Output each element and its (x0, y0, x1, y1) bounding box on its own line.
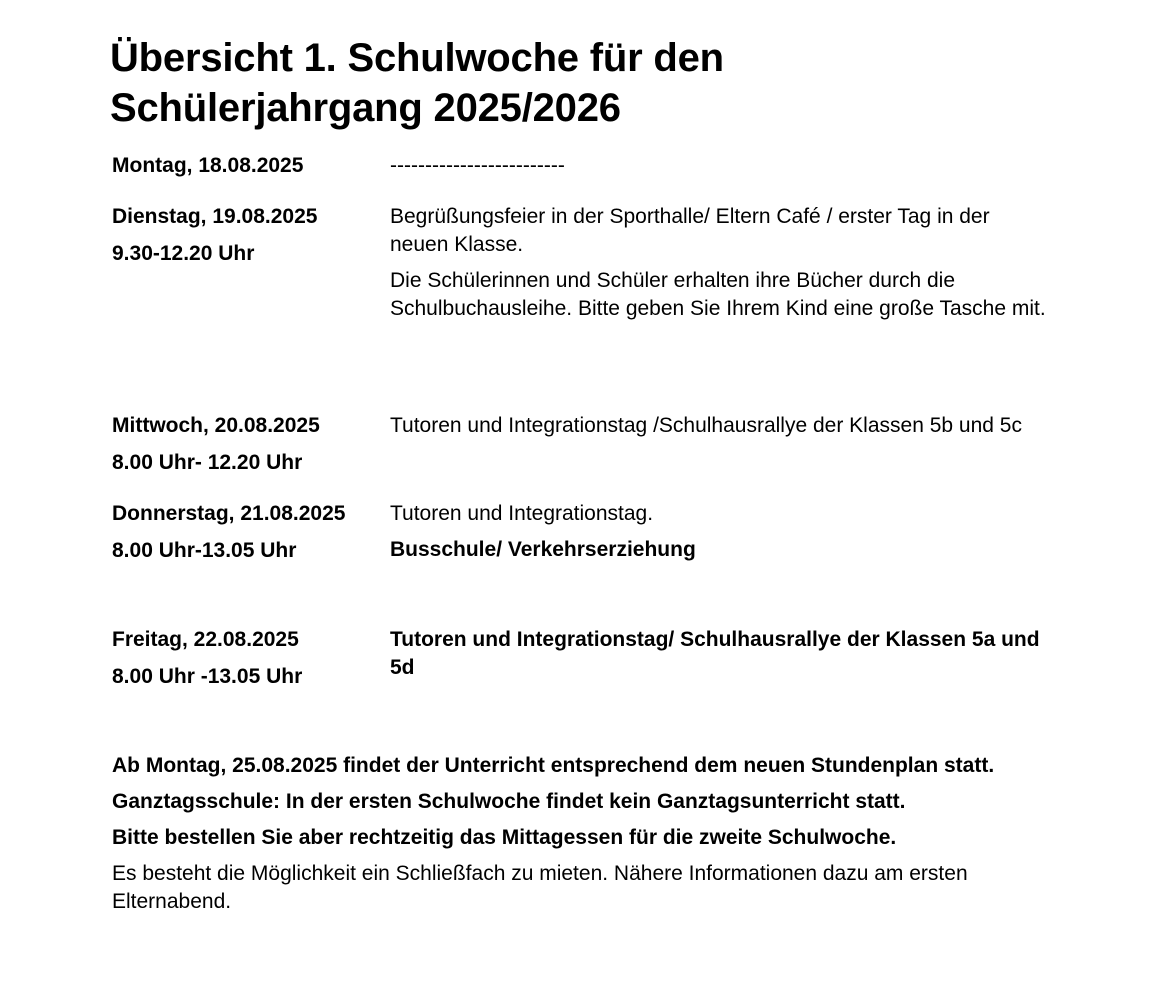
day-activity: ------------------------- (390, 154, 565, 177)
page-title (110, 33, 870, 133)
day-thursday-activity-cell (390, 500, 1050, 564)
day-friday-date-cell (112, 627, 387, 690)
day-wednesday-date-cell (112, 413, 387, 476)
note-mittagessen: Bitte bestellen Sie aber rechtzeitig das Mittagessen für die zweite Schulwoche. (112, 826, 897, 849)
note-schliessfach: Es besteht die Möglichkeit ein Schließfach zu mieten. Nähere Informationen dazu am ersten Elternabend. (112, 862, 968, 913)
day-activity: Tutoren und Integrationstag /Schulhausrallye der Klassen 5b und 5c (390, 414, 1022, 437)
note-start-regular-lessons: Ab Montag, 25.08.2025 findet der Unterricht entsprechend dem neuen Stundenplan statt. (112, 754, 995, 777)
day-date: Mittwoch, 20.08.2025 (112, 414, 320, 437)
day-activity: Begrüßungsfeier in der Sporthalle/ Eltern Café / erster Tag in der neuen Klasse. (390, 205, 990, 256)
day-date: Dienstag, 19.08.2025 (112, 205, 318, 228)
day-date: Donnerstag, 21.08.2025 (112, 502, 346, 525)
day-time: 8.00 Uhr- 12.20 Uhr (112, 451, 303, 474)
day-activity-highlight: Tutoren und Integrationstag/ Schulhausrallye der Klassen 5a und 5d (390, 628, 1040, 679)
notes-section (112, 752, 1062, 916)
day-wednesday-activity-cell (390, 412, 1050, 440)
day-thursday-date-cell (112, 501, 387, 564)
day-date: Montag, 18.08.2025 (112, 154, 304, 177)
day-time: 9.30-12.20 Uhr (112, 242, 255, 265)
day-monday-date-cell (112, 153, 387, 179)
day-activity: Tutoren und Integrationstag. (390, 502, 654, 525)
day-tuesday-activity-cell (390, 203, 1050, 323)
note-ganztag: Ganztagsschule: In der ersten Schulwoche findet kein Ganztagsunterricht statt. (112, 790, 906, 813)
title-line-2: Schülerjahrgang 2025/2026 (110, 86, 621, 130)
day-time: 8.00 Uhr -13.05 Uhr (112, 665, 303, 688)
day-activity: Die Schülerinnen und Schüler erhalten ihre Bücher durch die Schulbuchausleihe. Bitte geben Sie Ihrem Kind eine große Tasche mit. (390, 269, 1046, 320)
day-date: Freitag, 22.08.2025 (112, 628, 299, 651)
day-time: 8.00 Uhr-13.05 Uhr (112, 539, 297, 562)
day-activity-highlight: Busschule/ Verkehrserziehung (390, 538, 696, 561)
day-friday-activity-cell (390, 626, 1050, 682)
title-line-1: Übersicht 1. Schulwoche für den (110, 36, 724, 80)
day-monday-activity-cell (390, 152, 1050, 180)
day-tuesday-date-cell (112, 204, 387, 267)
